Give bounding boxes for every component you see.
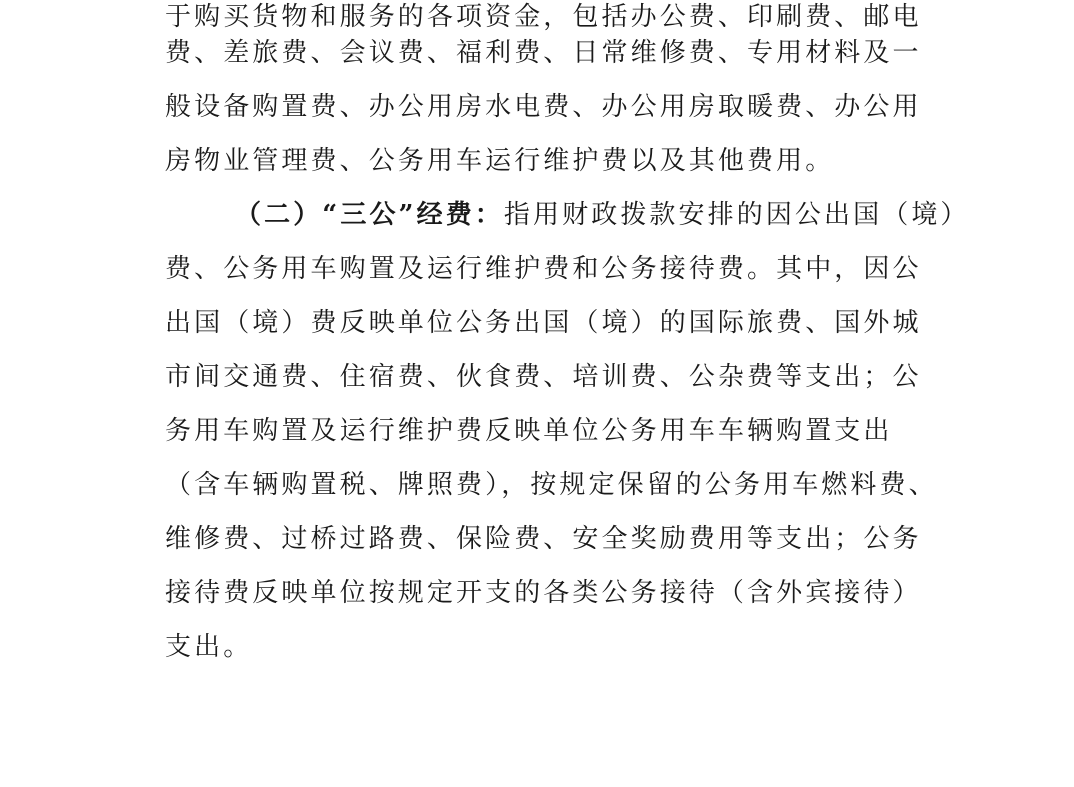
paragraph-line: 支出。	[165, 632, 253, 662]
section-first-line-text: 指用财政拨款安排的因公出国（境）	[503, 200, 970, 230]
paragraph-line: 务用车购置及运行维护费反映单位公务用车车辆购置支出	[165, 416, 893, 446]
document-body	[165, 0, 970, 684]
paragraph-line: 费、公务用车购置及运行维护费和公务接待费。其中，因公	[165, 254, 922, 284]
paragraph-line: 于购买货物和服务的各项资金，包括办公费、印刷费、邮电	[165, 2, 922, 32]
paragraph-line: 般设备购置费、办公用房水电费、办公用房取暖费、办公用	[165, 92, 922, 122]
section-first-line	[165, 198, 970, 252]
paragraph-line: 市间交通费、住宿费、伙食费、培训费、公杂费等支出；公	[165, 362, 922, 392]
paragraph-line: 维修费、过桥过路费、保险费、安全奖励费用等支出；公务	[165, 524, 922, 554]
paragraph-line: （含车辆购置税、牌照费），按规定保留的公务用车燃料费、	[165, 470, 938, 500]
paragraph-line: 费、差旅费、会议费、福利费、日常维修费、专用材料及一	[165, 38, 922, 68]
paragraph-line: 房物业管理费、公务用车运行维护费以及其他费用。	[165, 146, 835, 176]
paragraph-line: 接待费反映单位按规定开支的各类公务接待（含外宾接待）	[165, 578, 922, 608]
paragraph-line: 出国（境）费反映单位公务出国（境）的国际旅费、国外城	[165, 308, 922, 338]
section-heading: （二）“三公”经费：	[235, 200, 504, 230]
